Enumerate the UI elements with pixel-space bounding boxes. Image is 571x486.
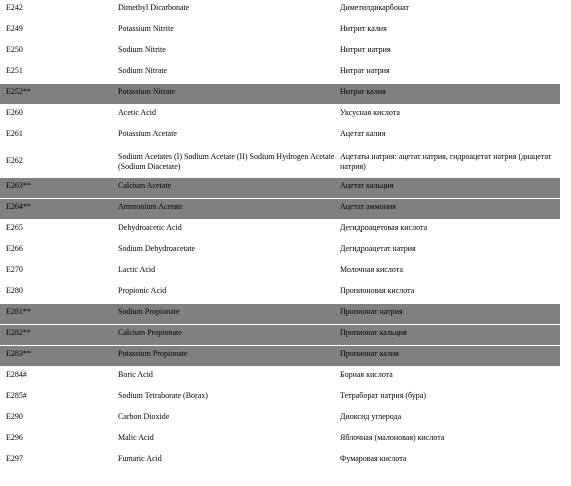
table-row <box>0 241 560 262</box>
table-row-highlighted <box>0 346 560 367</box>
table-row <box>0 283 560 304</box>
table-row-highlighted <box>0 199 560 220</box>
additive-name-ru: Ацетат кальция <box>340 181 394 190</box>
additive-name-ru: Фумаровая кислота <box>340 454 407 463</box>
additive-name-ru: Ацетат калия <box>340 129 386 138</box>
table-row <box>0 0 560 21</box>
table-row <box>0 21 560 42</box>
additive-code: E282** <box>6 328 31 337</box>
additive-name-ru: Молочная кислота <box>340 265 403 274</box>
additive-code: E283** <box>6 349 31 358</box>
additive-code: E260 <box>6 108 23 117</box>
additive-code: E290 <box>6 412 23 421</box>
additive-name-en: Carbon Dioxide <box>118 412 170 421</box>
additive-name-en: Sodium Tetraborate (Borax) <box>118 391 208 400</box>
additive-name-ru: Тетраборат натрия (бура) <box>340 391 427 400</box>
additive-name-en: Boric Acid <box>118 370 153 379</box>
additive-name-en: Ammonium Acetate <box>118 202 183 211</box>
additive-name-ru: Диоксид углерода <box>340 412 402 421</box>
additive-code: E249 <box>6 24 23 33</box>
additive-name-en: Fumaric Acid <box>118 454 162 463</box>
additive-name-en: Dimethyl Dicarbonate <box>118 3 190 12</box>
additive-code: E262 <box>6 156 23 165</box>
additive-name-ru: Ацетаты натрия: ацетат натрия, гидроацетат натрия (диацетат натрия) <box>340 152 552 171</box>
additive-code: E250 <box>6 45 23 54</box>
additive-name-ru: Дегидроацетат натрия <box>340 244 416 253</box>
additive-name-en: Sodium Nitrite <box>118 45 166 54</box>
additive-name-en: Potassium Nitrate <box>118 87 176 96</box>
additive-code: E285# <box>6 391 27 400</box>
additive-name-ru: Пропионовая кислота <box>340 286 415 295</box>
additive-code: E261 <box>6 129 23 138</box>
additive-name-ru: Пропионат натрия <box>340 307 403 316</box>
table-row <box>0 105 560 126</box>
additive-code: E284# <box>6 370 27 379</box>
table-row <box>0 388 560 409</box>
table-row <box>0 430 560 451</box>
table-row-highlighted <box>0 84 560 105</box>
additive-name-ru: Пропионат кальция <box>340 328 407 337</box>
additive-name-en: Acetic Acid <box>118 108 156 117</box>
additive-name-en: Lactic Acid <box>118 265 156 274</box>
additive-name-ru: Нитрат натрия <box>340 66 390 75</box>
additive-name-ru: Дегидроацетовая кислота <box>340 223 428 232</box>
table-row <box>0 126 560 147</box>
table-row <box>0 63 560 84</box>
additive-name-en: Sodium Nitrate <box>118 66 168 75</box>
table-row-highlighted <box>0 304 560 325</box>
additive-name-en: Potassium Propionate <box>118 349 188 358</box>
table-row-highlighted <box>0 178 560 199</box>
additive-code: E242 <box>6 3 23 12</box>
additive-name-en: Malic Acid <box>118 433 154 442</box>
additive-name-ru: Нитрит натрия <box>340 45 391 54</box>
additive-name-en: Propionic Acid <box>118 286 167 295</box>
additive-name-en: Calcium Propionate <box>118 328 182 337</box>
table-row <box>0 367 560 388</box>
additive-code: E264** <box>6 202 31 211</box>
additive-name-ru: Диметилдикарбонат <box>340 3 409 12</box>
additive-code: E296 <box>6 433 23 442</box>
additive-code: E270 <box>6 265 23 274</box>
table-row <box>0 409 560 430</box>
table-row <box>0 147 560 178</box>
additive-code: E280 <box>6 286 23 295</box>
additive-code: E297 <box>6 454 23 463</box>
additive-name-en: Dehydroacetic Acid <box>118 223 182 232</box>
table-row <box>0 42 560 63</box>
additive-name-en: Sodium Propionate <box>118 307 180 316</box>
table-row <box>0 262 560 283</box>
additive-name-ru: Ацетат аммония <box>340 202 396 211</box>
additive-code: E266 <box>6 244 23 253</box>
additive-code: E263** <box>6 181 31 190</box>
additive-name-ru: Яблочная (малоновая) кислота <box>340 433 445 442</box>
additive-name-ru: Пропионат калия <box>340 349 399 358</box>
additive-code: E251 <box>6 66 23 75</box>
additive-name-en: Sodium Acetates (I) Sodium Acetate (II) Sodium Hydrogen Acetate (Sodium Diacetate) <box>118 152 335 171</box>
table-row <box>0 451 560 472</box>
table-row-highlighted <box>0 325 560 346</box>
additive-name-ru: Борная кислота <box>340 370 393 379</box>
additive-name-en: Potassium Acetate <box>118 129 177 138</box>
additive-name-ru: Нитрит калия <box>340 24 387 33</box>
table-row <box>0 220 560 241</box>
additive-code: E281** <box>6 307 31 316</box>
additive-code: E252** <box>6 87 31 96</box>
additive-name-ru: Уксусная кислота <box>340 108 400 117</box>
additive-name-ru: Нитрат калия <box>340 87 386 96</box>
additive-name-en: Sodium Dehydroacetate <box>118 244 196 253</box>
additive-name-en: Potassium Nitrite <box>118 24 174 33</box>
additive-name-en: Calcium Acetate <box>118 181 172 190</box>
additive-code: E265 <box>6 223 23 232</box>
